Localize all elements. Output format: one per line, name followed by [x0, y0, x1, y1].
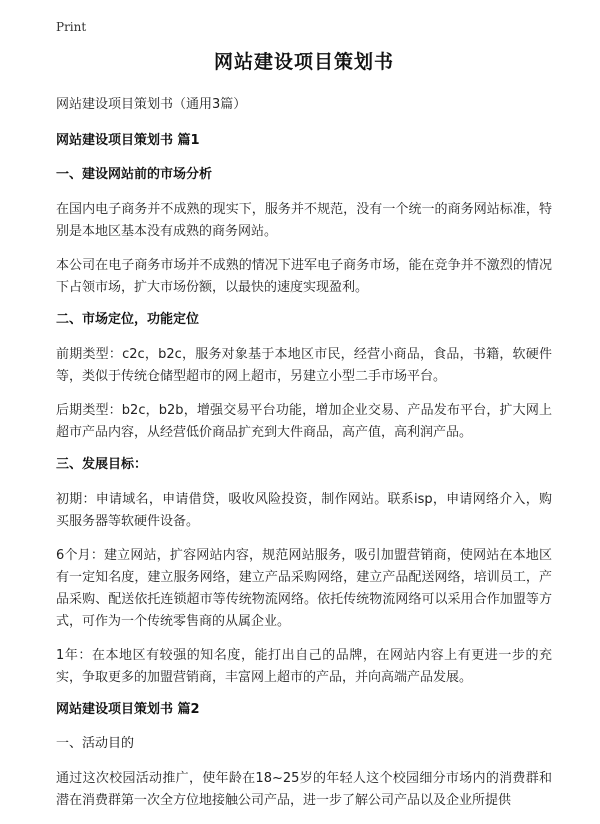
article-1-section-2-paragraph-2: 后期类型：b2c，b2b，增强交易平台功能，增加企业交易、产品发布平台，扩大网上超市产品内容，从经营低价商品扩充到大件商品，高产值，高利润产品。	[56, 403, 552, 440]
article-2-section-1-heading: 一、活动目的	[56, 736, 135, 751]
article-1-section-1-paragraph-1: 在国内电子商务并不成熟的现实下，服务并不规范，没有一个统一的商务网站标准，特别是本地区基本没有成熟的商务网站。	[56, 202, 552, 239]
article-1-title: 网站建设项目策划书 篇1	[56, 133, 200, 148]
article-1-section-3-paragraph-3: 1年：在本地区有较强的知名度，能打出自己的品牌，在网站内容上有更进一步的充实，争取更多的加盟营销商，丰富网上超市的产品，并向高端产品发展。	[56, 648, 552, 685]
article-1-section-3-paragraph-2: 6个月：建立网站，扩容网站内容，规范网站服务，吸引加盟营销商，使网站在本地区有一定知名度，建立服务网络，建立产品采购网络，建立产品配送网络，培训员工，产品采购、配送依托连锁超市等传统物流网络。依托传统物流网络可以采用合作加盟等方式，可作为一个传统零售商的从属企业。	[56, 548, 552, 629]
page-title: 网站建设项目策划书	[213, 51, 394, 73]
article-2-title: 网站建设项目策划书 篇2	[56, 702, 200, 717]
document-subtitle: 网站建设项目策划书（通用3篇）	[56, 97, 247, 112]
article-1-section-3-paragraph-1: 初期：申请域名，申请借贷，吸收风险投资，制作网站。联系isp，申请网络介入，购买服务器等软硬件设备。	[56, 492, 552, 529]
document-page	[56, 48, 552, 824]
article-1-section-1-paragraph-2: 本公司在电子商务市场并不成熟的情况下进军电子商务市场，能在竞争并不激烈的情况下占领市场，扩大市场份额，以最快的速度实现盈利。	[56, 258, 552, 295]
article-1-section-2-heading: 二、市场定位，功能定位	[56, 312, 200, 327]
article-1-section-3-heading: 三、发展目标：	[56, 457, 148, 472]
article-2-section-1-paragraph-1: 通过这次校园活动推广，使年龄在18~25岁的年轻人这个校园细分市场内的消费群和潜在消费群第一次全方位地接触公司产品，进一步了解公司产品以及企业所提供	[56, 771, 552, 808]
print-link[interactable]: Print	[56, 20, 87, 34]
article-1-section-1-heading: 一、建设网站前的市场分析	[56, 167, 213, 182]
article-1-section-2-paragraph-1: 前期类型：c2c，b2c，服务对象基于本地区市民，经营小商品，食品，书籍，软硬件等，类似于传统仓储型超市的网上超市，另建立小型二手市场平台。	[56, 347, 552, 384]
